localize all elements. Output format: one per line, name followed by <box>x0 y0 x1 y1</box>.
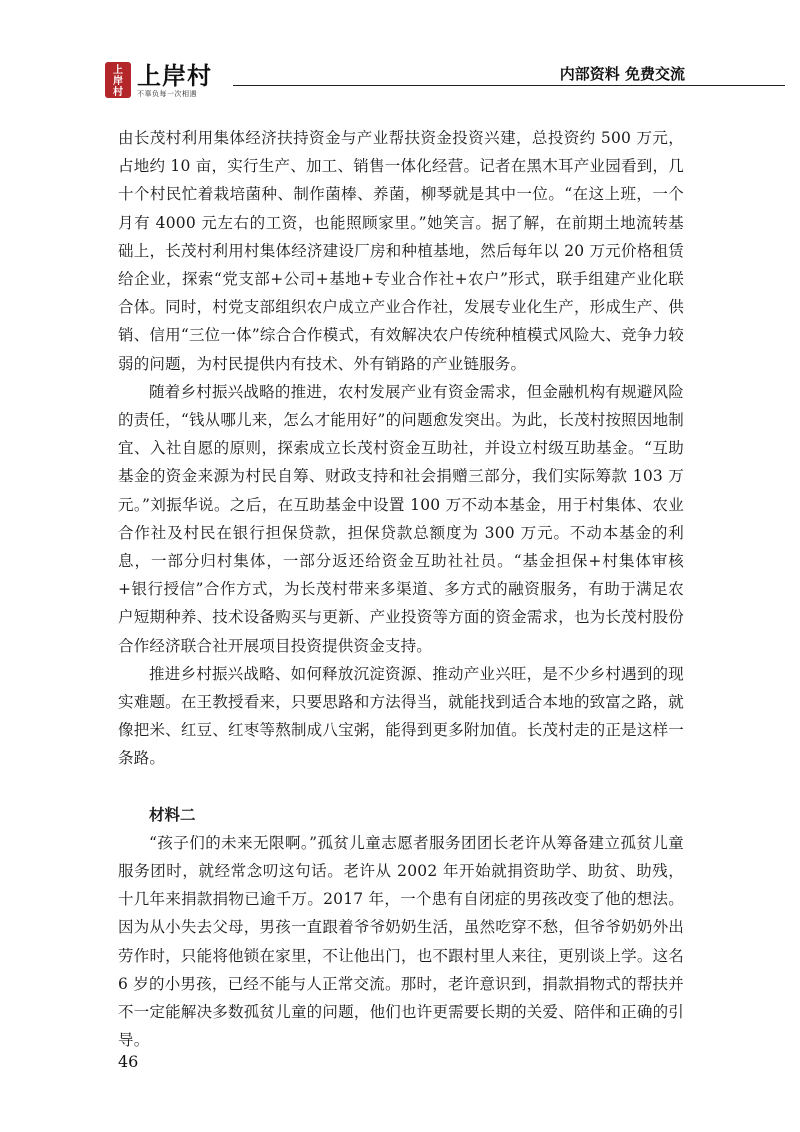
logo-seal-char: 岸 <box>113 75 123 87</box>
logo-seal-char: 村 <box>113 86 123 98</box>
body-paragraph: 由长茂村利用集体经济扶持资金与产业帮扶资金投资兴建，总投资约 500 万元，占地约 10 亩，实行生产、加工、销售一体化经营。记者在黑木耳产业园看到，几十个村民忙着栽培菌种、制作菌棒、养菌，柳琴就是其中一位。“在这上班，一个月有 4000 元左右的工资，也能照顾家里。”她笑言。据了解，在前期土地流转基础上，长茂村利用村集体经济建设厂房和种植基地，然后每年以 20 万元价格租赁给企业，探索“党支部+公司+基地+专业合作社+农户”形式，联手组建产业化联合体。同时，村党支部组织农户成立产业合作社，发展专业化生产，形成生产、供销、信用“三位一体”综合合作模式，有效解决农户传统种植模式风险大、竞争力较弱的问题，为村民提供内有技术、外有销路的产业链服务。 <box>118 129 684 373</box>
page-header <box>105 62 685 102</box>
body-paragraph: 随着乡村振兴战略的推进，农村发展产业有资金需求，但金融机构有规避风险的责任，“钱从哪儿来，怎么才能用好”的问题愈发突出。为此，长茂村按照因地制宜、入社自愿的原则，探索成立长茂村资金互助社，并设立村级互助基金。“互助基金的资金来源为村民自筹、财政支持和社会捐赠三部分，我们实际筹款 103 万元。”刘振华说。之后，在互助基金中设置 100 万不动本基金，用于村集体、农业合作社及村民在银行担保贷款，担保贷款总额度为 300 万元。不动本基金的利息，一部分归村集体，一部分返还给资金互助社社员。“基金担保+村集体审核+银行授信”合作方式，为长茂村带来多渠道、多方式的融资服务，有助于满足农户短期种养、技术设备购买与更新、产业投资等方面的资金需求，也为长茂村股份合作经济联合社开展项目投资提供资金支持。 <box>118 382 684 655</box>
document-body <box>118 124 684 1055</box>
logo-name: 上岸村 <box>137 62 212 90</box>
page-number: 46 <box>118 1052 139 1071</box>
section-title: 材料二 <box>149 805 196 824</box>
logo-seal <box>105 62 131 98</box>
body-paragraph: “孩子们的未来无限啊。”孤贫儿童志愿者服务团团长老许从筹备建立孤贫儿童服务团时，就经常念叨这句话。老许从 2002 年开始就捐资助学、助贫、助残，十几年来捐款捐物已逾千万。2017 年，一个患有自闭症的男孩改变了他的想法。因为从小失去父母，男孩一直跟着爷爷奶奶生活，虽然吃穿不愁，但爷爷奶奶外出劳作时，只能将他锁在家里，不让他出门，也不跟村里人来往，更别谈上学。这名 6 岁的小男孩，已经不能与人正常交流。那时，老许意识到，捐款捐物式的帮扶并不一定能解决多数孤贫儿童的问题，他们也许更需要长期的关爱、陪伴和正确的引导。 <box>118 833 684 1050</box>
header-note: 内部资料 免费交流 <box>559 65 685 83</box>
logo-seal-char: 上 <box>113 64 123 76</box>
header-divider <box>233 85 785 86</box>
body-paragraph: 推进乡村振兴战略、如何释放沉淀资源、推动产业兴旺，是不少乡村遇到的现实难题。在王教授看来，只要思路和方法得当，就能找到适合本地的致富之路，就像把米、红豆、红枣等熬制成八宝粥，能得到更多附加值。长茂村走的正是这样一条路。 <box>118 664 684 768</box>
logo-slogan: 不辜负每一次相遇 <box>137 90 197 98</box>
